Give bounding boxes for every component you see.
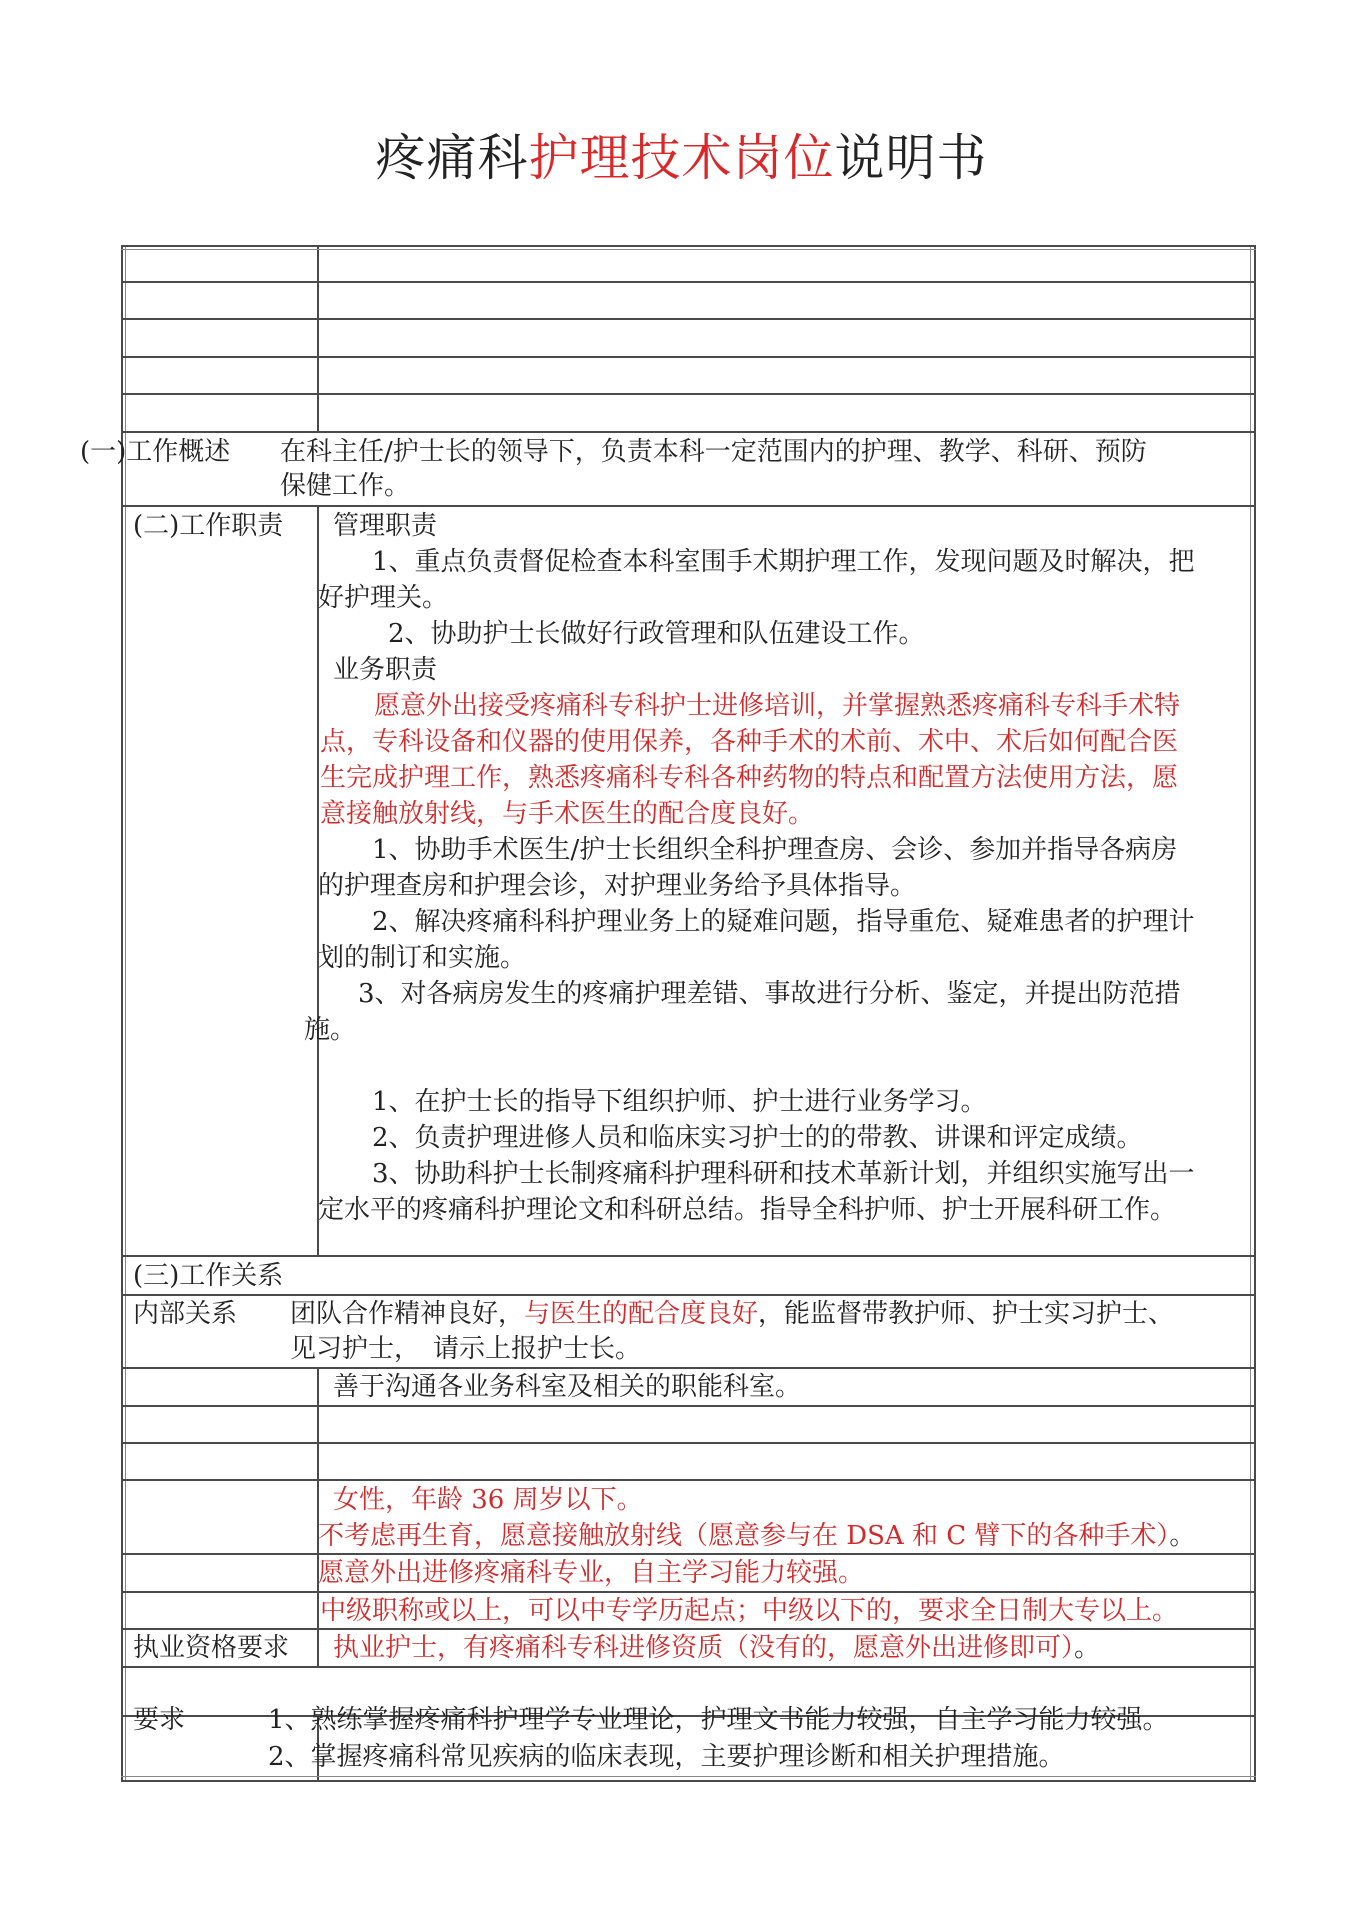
qual-line-2-suffix: 。 <box>1169 1521 1196 1551</box>
row-line-14 <box>121 1553 1256 1555</box>
table-border-left-inner <box>125 245 126 1782</box>
biz-line-1: 1、协助手术医生/护士长组织全科护理查房、会诊、参加并指导各病房 <box>372 835 1178 865</box>
row-line-19 <box>121 1780 1256 1782</box>
biz-red-line-2: 点，专科设备和仪器的使用保养，各种手术的术前、术中、术后如何配合医 <box>320 727 1179 757</box>
qual-red-line-4: 中级职称或以上，可以中专学历起点；中级以下的，要求全日制大专以上。 <box>320 1596 1179 1626</box>
column-divider-bottom <box>317 1367 319 1667</box>
qual-red-line-2: 不考虑再生育，愿意接触放射线（愿意参与在 DSA 和 C 臂下的各种手术） <box>318 1521 1170 1551</box>
biz-line-6: 施。 <box>304 1015 357 1045</box>
row-line-9 <box>121 1294 1256 1296</box>
license-value <box>333 1631 1100 1665</box>
teach-line-4: 定水平的疼痛科护理论文和科研总结。指导全科护师、护士开展科研工作。 <box>318 1195 1177 1225</box>
requirement-line-1: 1、熟练掌握疼痛科护理学专业理论，护理文书能力较强，自主学习能力较强。 <box>268 1705 1169 1735</box>
biz-red-line-3: 生完成护理工作，熟悉疼痛科专科各种药物的特点和配置方法使用方法，愿 <box>320 763 1179 793</box>
row-line-5 <box>121 393 1256 395</box>
row-line-6 <box>121 431 1256 433</box>
row-line-7 <box>121 505 1256 507</box>
teach-line-3: 3、协助科护士长制疼痛科护理科研和技术革新计划，并组织实施写出一 <box>372 1159 1195 1189</box>
title-part-1: 疼痛科 <box>375 129 529 187</box>
biz-red-line-4: 意接触放射线，与手术医生的配合度良好。 <box>320 799 815 829</box>
row-line-10 <box>121 1367 1256 1369</box>
overview-label: (一)工作概述 <box>80 437 231 467</box>
row-line-1 <box>121 245 1256 247</box>
document-title <box>0 118 1363 190</box>
license-label: 执业资格要求 <box>133 1633 290 1663</box>
internal-part-1: 团队合作精神良好， <box>290 1299 525 1329</box>
external-relations: 善于沟通各业务科室及相关的职能科室。 <box>333 1372 802 1402</box>
qual-red-line-1: 女性，年龄 36 周岁以下。 <box>333 1485 643 1515</box>
internal-relations-line-2: 见习护士， 请示上报护士长。 <box>290 1334 642 1364</box>
qual-red-line-3: 愿意外出进修疼痛科专业，自主学习能力较强。 <box>318 1558 865 1588</box>
internal-part-2: ，能监督带教护师、护士实习护士、 <box>758 1299 1175 1329</box>
table-border-left <box>121 245 123 1782</box>
column-divider-top <box>317 245 319 431</box>
row-line-3 <box>121 318 1256 320</box>
business-heading: 业务职责 <box>333 655 438 685</box>
row-line-12 <box>121 1442 1256 1444</box>
requirement-line-2: 2、掌握疼痛科常见疾病的临床表现，主要护理诊断和相关护理措施。 <box>268 1742 1065 1772</box>
qual-line-2 <box>318 1519 1195 1553</box>
internal-red: 与医生的配合度良好 <box>524 1299 759 1329</box>
row-line-17 <box>121 1666 1256 1668</box>
row-line-16 <box>121 1628 1256 1630</box>
teach-line-1: 1、在护士长的指导下组织护师、护士进行业务学习。 <box>372 1087 987 1117</box>
mgmt-line-3: 2、协助护士长做好行政管理和队伍建设工作。 <box>388 619 925 649</box>
internal-relations-line-1 <box>290 1297 1174 1331</box>
row-line-15 <box>121 1591 1256 1593</box>
relations-label: (三)工作关系 <box>133 1261 284 1291</box>
license-red: 执业护士，有疼痛科专科进修资质（没有的，愿意外出进修即可） <box>333 1633 1075 1663</box>
title-part-3: 说明书 <box>834 129 988 187</box>
requirements-label: 要求 <box>133 1705 186 1735</box>
row-line-19b <box>121 1776 1256 1777</box>
row-line-1b <box>121 249 1256 250</box>
mgmt-line-2: 好护理关。 <box>318 583 449 613</box>
management-heading: 管理职责 <box>333 511 438 541</box>
row-line-11 <box>121 1405 1256 1407</box>
overview-line-2: 保健工作。 <box>280 471 411 501</box>
row-line-2 <box>121 281 1256 283</box>
teach-line-2: 2、负责护理进修人员和临床实习护士的的带教、讲课和评定成绩。 <box>372 1123 1143 1153</box>
internal-relations-label: 内部关系 <box>133 1299 238 1329</box>
mgmt-line-1: 1、重点负责督促检查本科室围手术期护理工作，发现问题及时解决，把 <box>372 547 1195 577</box>
biz-line-4: 划的制订和实施。 <box>318 943 527 973</box>
biz-line-5: 3、对各病房发生的疼痛护理差错、事故进行分析、鉴定，并提出防范措 <box>358 979 1181 1009</box>
license-suffix: 。 <box>1074 1633 1101 1663</box>
biz-red-line-1: 愿意外出接受疼痛科专科护士进修培训，并掌握熟悉疼痛科专科手术特 <box>374 691 1181 721</box>
biz-line-2: 的护理查房和护理会诊，对护理业务给予具体指导。 <box>318 871 917 901</box>
biz-line-3: 2、解决疼痛科科护理业务上的疑难问题，指导重危、疑难患者的护理计 <box>372 907 1195 937</box>
overview-line-1: 在科主任/护士长的领导下，负责本科一定范围内的护理、教学、科研、预防 <box>280 437 1147 467</box>
table-border-right <box>1254 245 1256 1782</box>
row-line-8 <box>121 1255 1256 1257</box>
row-line-13 <box>121 1479 1256 1481</box>
title-part-2: 护理技术岗位 <box>528 129 835 187</box>
table-border-right-inner <box>1250 245 1251 1782</box>
row-line-4 <box>121 356 1256 358</box>
duties-label: (二)工作职责 <box>133 511 284 541</box>
